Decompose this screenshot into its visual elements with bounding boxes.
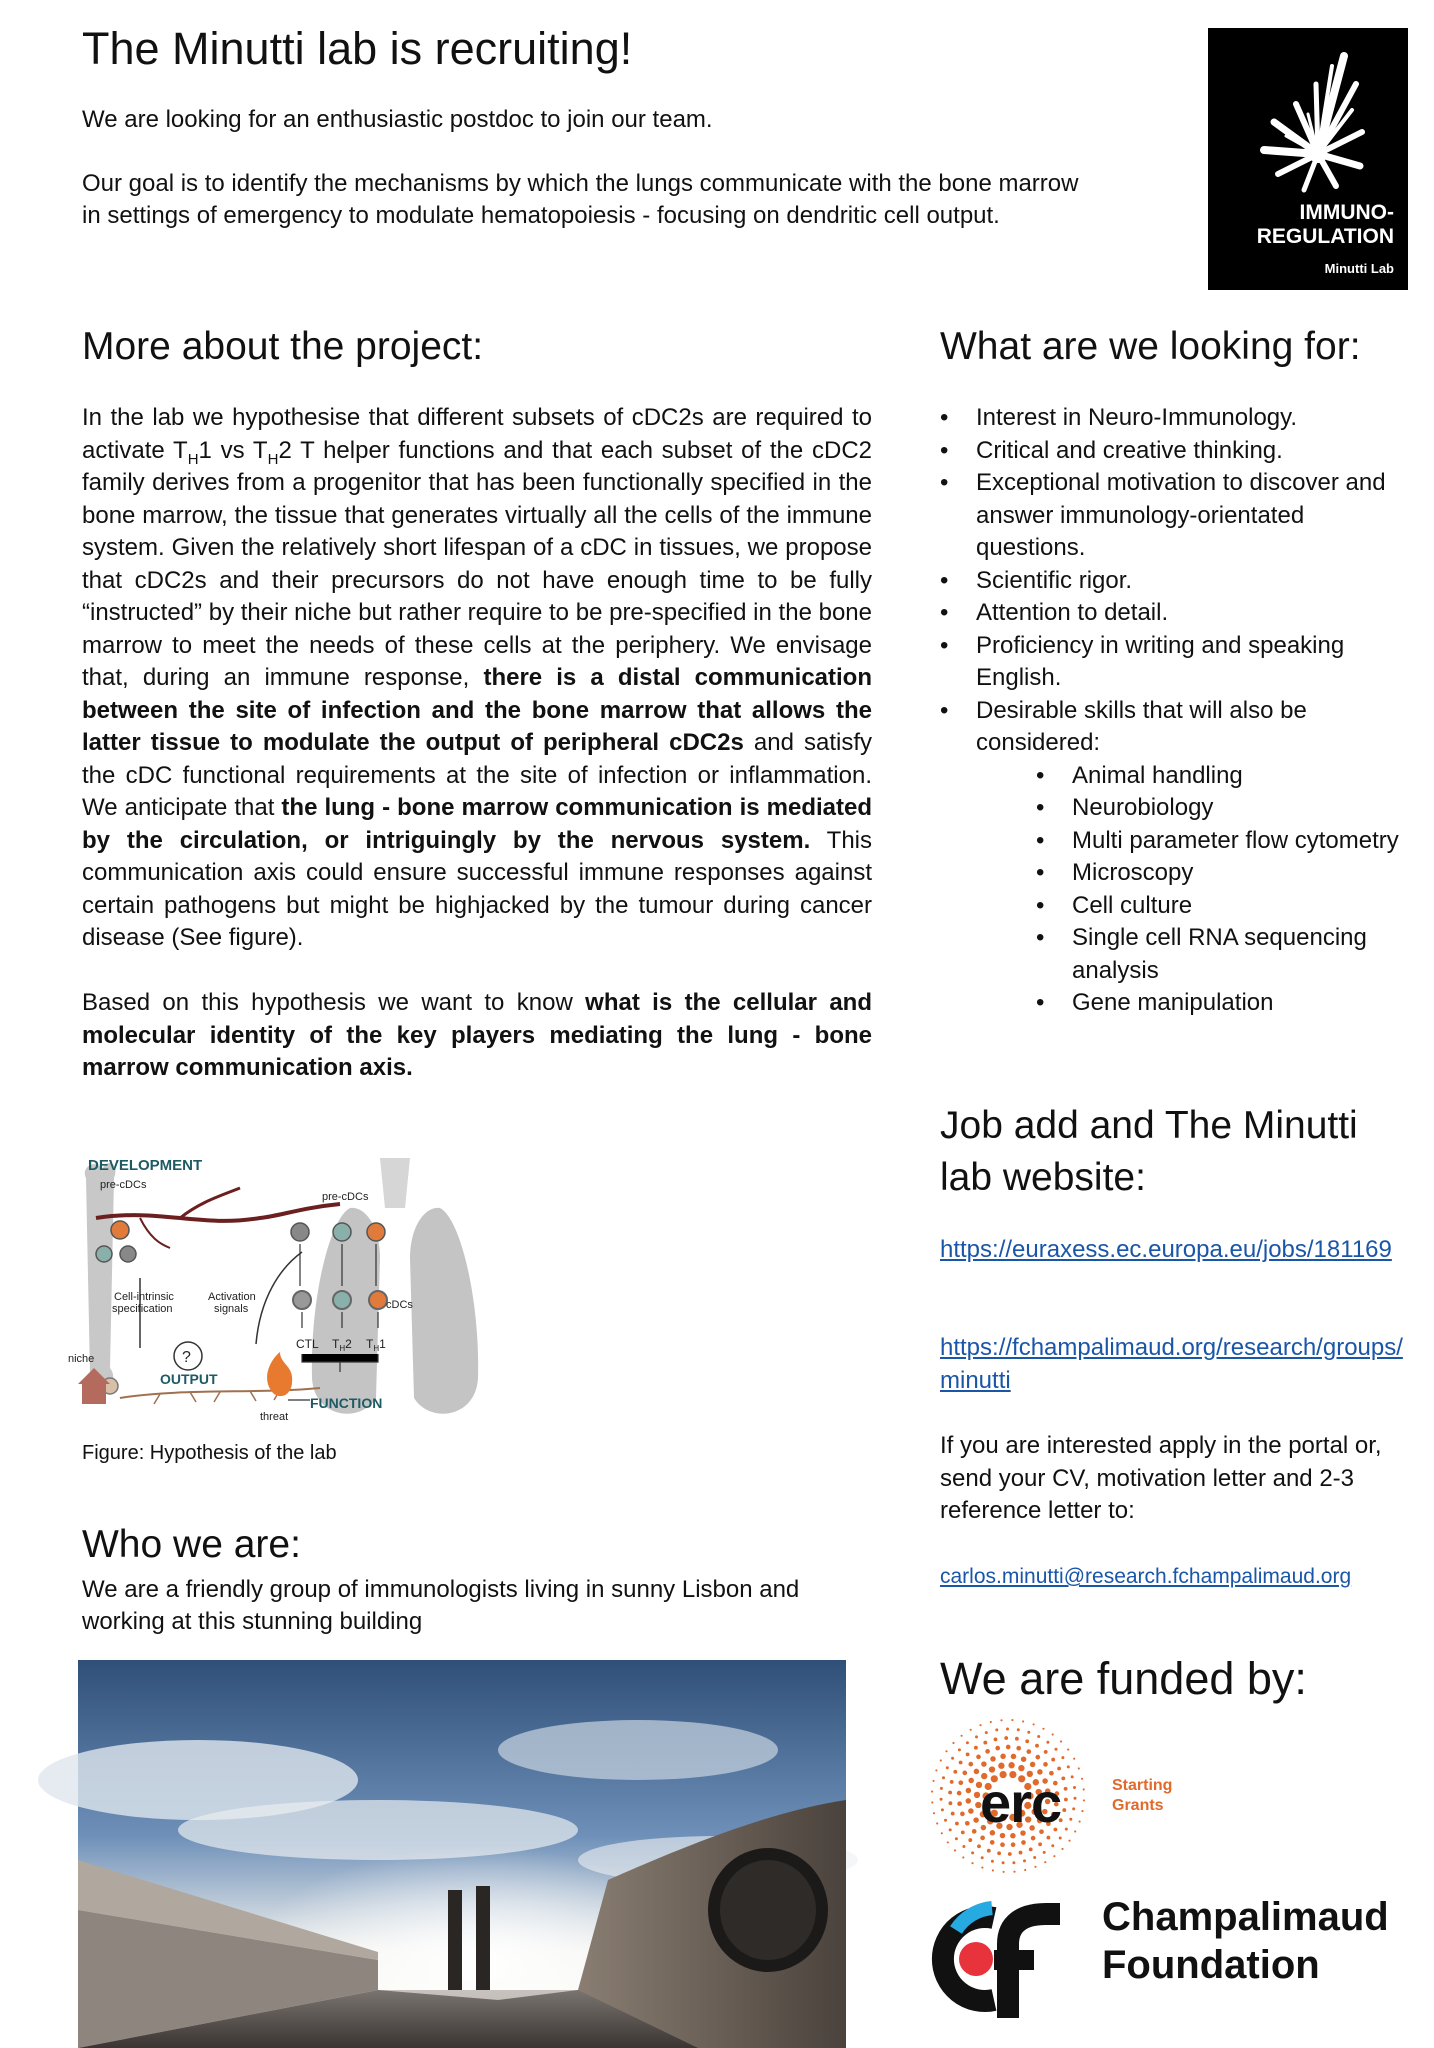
requirement-item: • Scientific rigor. [940,565,1410,598]
champalimaud-name-line1: Champalimaud [1102,1895,1389,1939]
erc-dot [1037,1735,1040,1738]
erc-dot [1081,1810,1083,1812]
champalimaud-logo-icon [936,1900,1066,2018]
erc-dot [1078,1767,1080,1769]
erc-dot [949,1828,952,1831]
erc-dot [950,1780,954,1784]
euraxess-job-link[interactable]: https://euraxess.ec.europa.eu/jobs/181169 [940,1236,1392,1263]
who-text: We are a friendly group of immunologists living in sunny Lisbon and working at this stunning building [82,1576,800,1635]
erc-dot [1025,1739,1029,1743]
intro-section [82,104,1082,232]
erc-dot [998,1763,1004,1769]
erc-dot [1079,1821,1081,1823]
erc-dot [973,1817,979,1823]
requirement-item: • Interest in Neuro-Immunology. [940,402,1410,435]
erc-dot [1027,1731,1030,1734]
erc-dot [985,1731,988,1734]
erc-dot [1038,1842,1042,1846]
erc-dot [981,1867,983,1869]
looking-heading: What are we looking for: [940,325,1361,368]
erc-dot [946,1766,949,1769]
erc-dot [1083,1788,1085,1790]
erc-dot [1081,1778,1083,1780]
requirements-list [940,402,1410,1020]
erc-dot [975,1735,978,1738]
hypothesis-figure [68,1148,580,1444]
erc-grants-label: Starting Grants [1112,1777,1173,1814]
project-paragraph-2: Based on this hypothesis we want to know what is the cellular and molecular identity of the key players mediating the lung - bone marrow communication axis. [82,989,873,1081]
erc-dot [1061,1756,1064,1759]
erc-dot [962,1771,967,1776]
erc-dot [1031,1836,1036,1841]
skill-item: • Cell culture [1036,890,1410,923]
erc-dot [954,1849,956,1851]
erc-dot [1035,1744,1039,1748]
erc-dot [1067,1749,1069,1751]
highlight-distal-communication: there is a distal communication between the site of infection and the bone marrow that allows the latter tissue to modulate the output of peripheral cDC2s [82,664,872,756]
erc-dot [972,1829,977,1834]
erc-dot [1060,1740,1062,1742]
erc-dot [1083,1799,1085,1801]
erc-dot [1011,1719,1013,1721]
erc-dot [957,1791,962,1796]
erc-dot [948,1791,952,1795]
erc-dot [1033,1723,1035,1725]
erc-dot [994,1737,998,1741]
erc-dot [1021,1756,1027,1762]
erc-dot [1069,1818,1072,1821]
erc-dot [1030,1762,1036,1768]
erc-dot [941,1808,944,1811]
erc-dot [974,1769,980,1775]
erc-dot [933,1812,935,1814]
erc-dot [1061,1848,1063,1850]
svg-text:CTL: CTL [296,1337,319,1351]
skill-item: • Gene manipulation [1036,987,1410,1020]
erc-dot [965,1821,970,1826]
project-description [82,402,872,1085]
highlight-key-players: what is the cellular and molecular identity of the key players mediating the lung - bone marrow communication axis. [82,989,873,1081]
erc-dot [1046,1836,1050,1840]
erc-dot [991,1860,994,1863]
erc-dot [962,1845,965,1848]
svg-text:pre-cDCs: pre-cDCs [100,1179,147,1191]
burst-icon [1256,44,1366,194]
erc-dot [976,1755,981,1760]
erc-dot [955,1837,958,1840]
svg-text:Activation: Activation [208,1291,256,1303]
erc-dot [1072,1807,1075,1810]
pre-cdc-cell [111,1221,129,1239]
erc-dot [1000,1842,1005,1847]
erc-dot [1067,1765,1070,1768]
erc-dot [935,1769,937,1771]
svg-text:niche: niche [68,1353,95,1365]
erc-dot [958,1748,961,1751]
erc-dot [1044,1861,1046,1863]
erc-dot [1029,1847,1033,1851]
skill-item: • Single cell RNA sequencing analysis [1036,922,1410,987]
erc-dot [1006,1745,1011,1750]
erc-dot [977,1844,981,1848]
erc-dot [966,1741,969,1744]
erc-dot [1052,1733,1054,1735]
erc-dot [979,1724,981,1726]
erc-dot [955,1822,959,1826]
skill-item: • Animal handling [1036,760,1410,793]
requirement-item: • Critical and creative thinking. [940,435,1410,468]
svg-text:TH1: $T_H1$ [366,1337,386,1353]
lab-website-link[interactable]: https://fchampalimaud.org/research/groups/minutti [940,1334,1403,1394]
figure-label-function: FUNCTION [310,1395,383,1411]
erc-dot [1074,1830,1076,1832]
erc-dot [1073,1758,1075,1760]
erc-dot [1065,1828,1068,1831]
erc-dot [995,1728,998,1731]
requirement-item: • Attention to detail. [940,597,1410,630]
erc-dot [947,1841,949,1843]
erc-logo-text: erc [980,1771,1062,1834]
erc-dot [931,1791,933,1793]
funded-heading: We are funded by: [940,1653,1307,1704]
erc-dot [951,1757,954,1760]
job-heading: Job add and The Minutti lab website: [940,1104,1358,1199]
erc-dot [1015,1737,1019,1741]
intro-paragraph-1: We are looking for an enthusiastic postdoc to join our team. [82,106,713,133]
erc-dot [1033,1856,1036,1859]
erc-dot [1042,1728,1044,1730]
erc-dot [1011,1842,1016,1847]
erc-dot [1053,1855,1055,1857]
erc-dot [995,1746,1000,1751]
erc-dot [970,1729,972,1731]
erc-dot [1034,1866,1036,1868]
erc-dot [945,1750,947,1752]
figure-label-development: DEVELOPMENT [88,1157,203,1174]
project-paragraph-1: In the lab we hypothesise that different subsets of cDC2s are required to activate $T_H1$ vs $T_H2$ T helper functions and that each subset of the cDC2 family derives from a progenitor that has been functionally specified in the bone marrow, the tissue that generates virtually all the cells of the immune system. Given the relatively short lifespan of a cDC in tissues, we propose that cDC2s and their precursors do not have enough time to be fully “instructed” by their niche but rather require to be pre-specified in the bone marrow to meet the needs of these cells at the periphery. We envisage that, during an immune response, there is a distal communication between the site of infection and the bone marrow that allows the latter tissue to modulate the output of peripheral cDC2s and satisfy the cDC functional requirements at the site of infection or inflammation. We anticipate that the lung - bone marrow communication is mediated by the circulation, or intriguingly by the nervous system. This communication axis could ensure successful immune responses against certain pathogens but might be highjacked by the tumour during cancer disease (See figure). [82,404,873,951]
svg-text:cDCs: cDCs [386,1299,413,1311]
erc-dot [997,1851,1001,1855]
desirable-skills-list [940,760,1410,1020]
erc-dot [990,1840,995,1845]
erc-dot [1022,1720,1024,1722]
erc-dot [983,1741,987,1745]
erc-dot [1073,1786,1076,1789]
erc-dot [1012,1861,1015,1864]
svg-text:Cell-intrinsic: Cell-intrinsic [114,1291,174,1303]
svg-text:pre-cDCs: pre-cDCs [322,1191,369,1203]
erc-dot [1000,1719,1002,1721]
erc-dot [981,1761,987,1767]
project-heading: More about the project: [82,325,484,368]
building-photo [78,1660,846,2048]
erc-dot [1035,1755,1040,1760]
erc-dot [1055,1748,1058,1751]
erc-dot [1024,1869,1026,1871]
erc-dot [1068,1840,1070,1842]
erc-dot [961,1735,963,1737]
erc-dot [1046,1741,1049,1744]
erc-dot [953,1770,957,1774]
erc-dot [1059,1837,1062,1840]
erc-dot [932,1780,934,1782]
erc-dot [1021,1840,1026,1845]
champalimaud-name-line2: Foundation [1102,1943,1320,1987]
skill-item: • Neurobiology [1036,792,1410,825]
erc-dot [1071,1775,1074,1778]
erc-dot [1006,1728,1009,1731]
erc-dot [1043,1851,1046,1854]
erc-dot [1000,1754,1006,1760]
erc-dot [936,1822,938,1824]
erc-dot [1016,1746,1021,1751]
erc-dot [942,1776,945,1779]
apply-instructions: If you are interested apply in the portal or, send your CV, motivation letter and 2-3 reference letter to: [940,1432,1382,1524]
intro-paragraph-2: Our goal is to identify the mechanisms by which the lungs communicate with the bone marrow in settings of emergency to modulate hematopoiesis - focusing on dendritic cell output. [82,170,1079,229]
logo-text-line1: IMMUNO- [1299,201,1394,224]
erc-dot [990,1756,996,1762]
svg-text:?: ? [182,1349,191,1366]
erc-dot [931,1801,933,1803]
erc-dot [1051,1844,1054,1847]
erc-dot [1008,1852,1012,1856]
erc-dot [1017,1728,1020,1731]
erc-dot [958,1780,963,1785]
erc-dot [1051,1758,1055,1762]
erc-dot [1004,1736,1008,1740]
erc-dot [962,1856,964,1858]
erc-dot [1011,1754,1017,1760]
erc-dot [1064,1798,1068,1802]
logo-subtitle: Minutti Lab [1324,261,1394,276]
erc-dot [961,1830,965,1834]
skill-item: • Microscopy [1036,857,1410,890]
svg-text:TH2: $T_H2$ [332,1337,352,1353]
erc-dot [1002,1861,1005,1864]
erc-dot [1026,1749,1031,1754]
highlight-lung-bone-marrow: the lung - bone marrow communication is mediated by the circulation, or intriguingly by the nervous system. [82,794,872,854]
page-title: The Minutti lab is recruiting! [82,23,633,74]
blood-vessel [96,1204,340,1221]
erc-dot [1044,1750,1048,1754]
erc-dot [1061,1776,1065,1780]
erc-dot [968,1778,974,1784]
erc-dot [951,1812,955,1816]
erc-dot [1074,1797,1077,1800]
erc-dot [944,1819,947,1822]
erc-dot [968,1838,972,1842]
erc-dot [941,1832,943,1834]
erc-dot [1064,1787,1068,1791]
requirement-item: • Exceptional motivation to discover and answer immunology-orientated questions. [940,467,1410,565]
erc-dot [948,1801,952,1805]
erc-dot [968,1762,973,1767]
trachea [380,1158,410,1208]
immunoregulation-logo [1208,28,1408,290]
logo-text-line2: REGULATION [1256,225,1394,248]
threat-flame-icon [267,1352,292,1396]
erc-dot [966,1752,970,1756]
erc-dot [940,1787,943,1790]
figure-label-output: OUTPUT [160,1371,218,1387]
erc-dot [1043,1762,1048,1767]
svg-text:specification: specification [112,1303,173,1315]
erc-dot [990,1721,992,1723]
erc-dot [960,1812,965,1817]
erc-dot [959,1761,963,1765]
erc-dot [1019,1851,1023,1855]
erc-dot [987,1849,991,1853]
skill-item: • Multi parameter flow cytometry [1036,825,1410,858]
erc-dot [968,1808,974,1814]
erc-dot [1062,1808,1066,1812]
erc-dot [985,1749,990,1754]
erc-dot [952,1742,954,1744]
erc-dot [966,1798,972,1804]
requirement-item: • Desirable skills that will also be considered: [940,695,1410,760]
svg-text:signals: signals [214,1303,249,1315]
contact-email-link[interactable]: carlos.minutti@research.fchampalimaud.org [940,1565,1352,1588]
erc-dot [940,1759,942,1761]
svg-text:threat: threat [260,1411,289,1423]
erc-dot [1008,1762,1014,1768]
erc-dot [1013,1871,1015,1873]
erc-dot [971,1851,974,1854]
erc-dot [980,1836,985,1841]
erc-dot [981,1856,984,1859]
erc-dot [992,1869,994,1871]
erc-dot [1003,1871,1005,1873]
requirement-item: • Proficiency in writing and speaking English. [940,630,1410,695]
lung-right [410,1208,478,1414]
erc-dot [957,1801,962,1806]
erc-dot [966,1788,972,1794]
erc-dot [971,1862,973,1864]
erc-dot [974,1746,978,1750]
figure-caption: Figure: Hypothesis of the lab [82,1442,337,1464]
who-heading: Who we are: [82,1523,301,1566]
erc-dot [1023,1859,1026,1862]
erc-dot [940,1798,943,1801]
